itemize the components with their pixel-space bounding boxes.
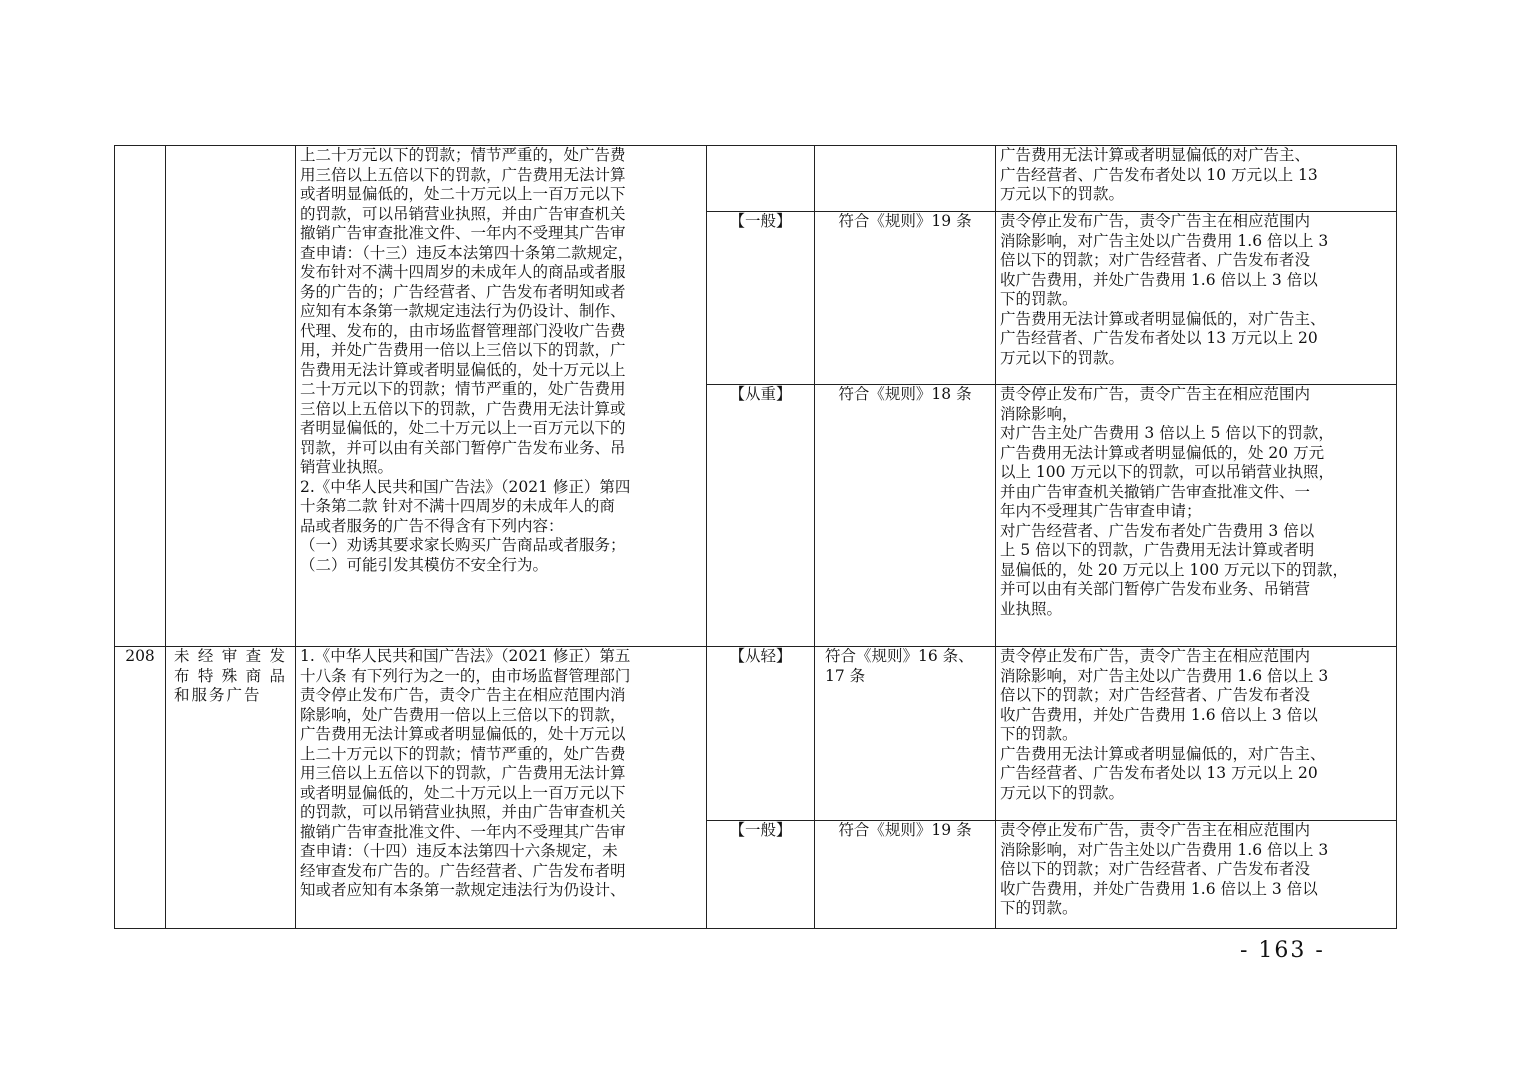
penalty-line: 上 5 倍以下的罚款，广告费用无法计算或者明: [1000, 541, 1315, 559]
penalty-line: 广告费用无法计算或者明显偏低的，处 20 万元: [1000, 443, 1325, 462]
basis-line: 知或者应知有本条第一款规定违法行为仍设计、: [300, 881, 626, 899]
basis-line: 查申请：（十三）违反本法第四十条第二款规定，: [300, 243, 634, 262]
penalty-line: 并由广告审查机关撤销广告审查批准文件、一: [1000, 482, 1311, 501]
rule-line: 17 条: [825, 666, 866, 685]
penalty-line: 下的罚款。: [1000, 899, 1078, 917]
penalty-standard: [996, 212, 1397, 385]
penalty-line: 倍以下的罚款；对广告经营者、广告发布者没: [1000, 860, 1311, 878]
penalty-line: 广告经营者、广告发布者处以 13 万元以上 20: [1000, 329, 1318, 347]
discretion-level: [707, 146, 815, 212]
discretion-level: 【从重】: [707, 385, 815, 647]
item-name: [166, 146, 296, 647]
basis-line: 发布针对不满十四周岁的未成年人的商品或者服: [300, 263, 626, 281]
penalty-line: 年内不受理其广告审查申请；: [1000, 502, 1202, 520]
basis-line: 经审查发布广告的。广告经营者、广告发布者明: [300, 861, 626, 880]
penalty-line: 消除影响，: [1000, 404, 1078, 423]
basis-line: （二）可能引发其模仿不安全行为。: [300, 555, 549, 574]
discretion-level: 【从轻】: [707, 647, 815, 821]
basis-line: 1.《中华人民共和国广告法》（2021 修正）第五: [300, 647, 631, 665]
basis-line: 2.《中华人民共和国广告法》（2021 修正）第四: [300, 477, 631, 496]
item-name-line: 未经审查发: [174, 647, 287, 665]
penalty-line: 消除影响，对广告主处以广告费用 1.6 倍以上 3: [1000, 666, 1329, 685]
basis-line: 或者明显偏低的，处二十万元以上一百万元以下: [300, 783, 626, 802]
item-name: [166, 647, 296, 929]
table-row: [115, 146, 1397, 212]
basis-line: 者明显偏低的，处二十万元以上一百万元以下的: [300, 419, 626, 437]
penalty-line: 广告费用无法计算或者明显偏低的，对广告主、: [1000, 309, 1326, 328]
table-row: [115, 647, 1397, 821]
penalty-line: 业执照。: [1000, 599, 1063, 618]
basis-line: 用，并处广告费用一倍以上三倍以下的罚款，广: [300, 341, 626, 359]
penalty-line: 消除影响，对广告主处以广告费用 1.6 倍以上 3: [1000, 840, 1329, 859]
legal-basis: [296, 146, 707, 647]
penalty-line: 责令停止发布广告，责令广告主在相应范围内: [1000, 212, 1311, 230]
basis-line: 广告费用无法计算或者明显偏低的，处十万元以: [300, 725, 626, 743]
rule-line: 符合《规则》16 条、: [825, 647, 974, 665]
basis-line: 三倍以上五倍以下的罚款，广告费用无法计算或: [300, 399, 626, 418]
basis-line: 代理、发布的，由市场监督管理部门没收广告费: [300, 321, 626, 340]
basis-line: 撤销广告审查批准文件、一年内不受理其广告审: [300, 224, 626, 242]
basis-line: 二十万元以下的罚款；情节严重的，处广告费用: [300, 380, 626, 398]
basis-line: 应知有本条第一款规定违法行为仍设计、制作、: [300, 302, 626, 320]
basis-line: （一）劝诱其要求家长购买广告商品或者服务；: [300, 536, 626, 554]
applicable-rule: 符合《规则》19 条: [815, 821, 996, 929]
penalty-line: 倍以下的罚款；对广告经营者、广告发布者没: [1000, 686, 1311, 704]
basis-line: 用三倍以上五倍以下的罚款，广告费用无法计算: [300, 165, 626, 184]
penalty-line: 显偏低的，处 20 万元以上 100 万元以下的罚款，: [1000, 560, 1349, 579]
page-number: - 163 -: [1240, 938, 1325, 963]
penalty-standard: [996, 146, 1397, 212]
penalty-line: 责令停止发布广告，责令广告主在相应范围内: [1000, 821, 1311, 839]
penalty-line: 广告费用无法计算或者明显偏低的，对广告主、: [1000, 744, 1326, 763]
applicable-rule: [815, 647, 996, 821]
penalty-line: 万元以下的罚款。: [1000, 185, 1125, 203]
penalty-line: 以上 100 万元以下的罚款，可以吊销营业执照，: [1000, 463, 1334, 481]
penalty-line: 对广告经营者、广告发布者处广告费用 3 倍以: [1000, 521, 1315, 540]
basis-line: 销营业执照。: [300, 458, 394, 476]
penalty-line: 下的罚款。: [1000, 290, 1078, 308]
penalty-standard: [996, 821, 1397, 929]
penalty-line: 消除影响，对广告主处以广告费用 1.6 倍以上 3: [1000, 231, 1329, 250]
applicable-rule: [815, 146, 996, 212]
penalty-line: 下的罚款。: [1000, 725, 1078, 743]
basis-line: 的罚款，可以吊销营业执照，并由广告审查机关: [300, 204, 626, 223]
legal-basis: [296, 647, 707, 929]
item-name-line: 布特殊商品: [174, 666, 287, 685]
discretion-level: 【一般】: [707, 212, 815, 385]
basis-line: 上二十万元以下的罚款；情节严重的，处广告费: [300, 146, 626, 164]
basis-line: 务的广告的；广告经营者、广告发布者明知或者: [300, 282, 626, 301]
basis-line: 的罚款，可以吊销营业执照，并由广告审查机关: [300, 803, 626, 821]
basis-line: 责令停止发布广告，责令广告主在相应范围内消: [300, 686, 626, 704]
row-number: 208: [115, 647, 166, 929]
basis-line: 或者明显偏低的，处二十万元以上一百万元以下: [300, 185, 626, 203]
basis-line: 除影响，处广告费用一倍以上三倍以下的罚款，: [300, 705, 626, 724]
penalty-line: 责令停止发布广告，责令广告主在相应范围内: [1000, 647, 1311, 665]
basis-line: 查申请：（十四）违反本法第四十六条规定，未: [300, 842, 618, 860]
penalty-line: 万元以下的罚款。: [1000, 783, 1125, 802]
penalty-line: 广告费用无法计算或者明显偏低的对广告主、: [1000, 146, 1311, 164]
basis-line: 十八条 有下列行为之一的，由市场监督管理部门: [300, 666, 631, 685]
penalty-line: 收广告费用，并处广告费用 1.6 倍以上 3 倍以: [1000, 270, 1318, 289]
penalty-line: 收广告费用，并处广告费用 1.6 倍以上 3 倍以: [1000, 705, 1318, 724]
basis-line: 撤销广告审查批准文件、一年内不受理其广告审: [300, 822, 626, 841]
basis-line: 用三倍以上五倍以下的罚款，广告费用无法计算: [300, 764, 626, 782]
penalty-line: 万元以下的罚款。: [1000, 348, 1125, 367]
penalty-line: 广告经营者、广告发布者处以 10 万元以上 13: [1000, 165, 1318, 184]
item-name-line: 和服务广告: [174, 686, 262, 704]
penalty-standards-table: [114, 145, 1397, 929]
basis-line: 告费用无法计算或者明显偏低的，处十万元以上: [300, 360, 626, 379]
applicable-rule: 符合《规则》18 条: [815, 385, 996, 647]
row-number: [115, 146, 166, 647]
basis-line: 上二十万元以下的罚款；情节严重的，处广告费: [300, 744, 626, 763]
discretion-level: 【一般】: [707, 821, 815, 929]
penalty-line: 收广告费用，并处广告费用 1.6 倍以上 3 倍以: [1000, 879, 1318, 898]
penalty-line: 对广告主处广告费用 3 倍以上 5 倍以下的罚款，: [1000, 424, 1334, 442]
penalty-line: 广告经营者、广告发布者处以 13 万元以上 20: [1000, 764, 1318, 782]
applicable-rule: 符合《规则》19 条: [815, 212, 996, 385]
penalty-line: 责令停止发布广告，责令广告主在相应范围内: [1000, 385, 1311, 403]
penalty-line: 倍以下的罚款；对广告经营者、广告发布者没: [1000, 251, 1311, 269]
basis-line: 品或者服务的广告不得含有下列内容：: [300, 516, 564, 535]
basis-line: 十条第二款 针对不满十四周岁的未成年人的商: [300, 497, 615, 515]
penalty-standard: [996, 385, 1397, 647]
penalty-standard: [996, 647, 1397, 821]
penalty-line: 并可以由有关部门暂停广告发布业务、吊销营: [1000, 580, 1311, 598]
basis-line: 罚款，并可以由有关部门暂停广告发布业务、吊: [300, 438, 626, 457]
